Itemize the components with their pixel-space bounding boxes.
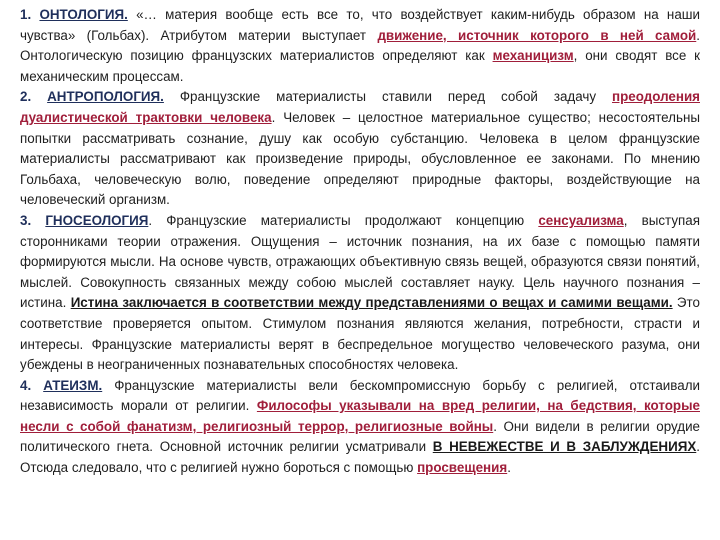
highlight-truth-definition: Истина заключается в соответствии между представлениями о вещах и самими вещами.: [70, 295, 673, 311]
highlight-mechanicism: механицизм: [492, 48, 574, 64]
paragraph-gnoseology: [20, 211, 700, 376]
item-number: 2.: [20, 89, 32, 105]
heading-gnoseology: ГНОСЕОЛОГИЯ: [45, 212, 149, 228]
highlight-sensualism: сенсуализма: [538, 212, 624, 228]
item-number: 3.: [20, 212, 32, 228]
paragraph-anthropology: [20, 87, 700, 211]
item-number: 4.: [20, 377, 32, 393]
highlight-enlightenment: просвещения: [417, 460, 508, 476]
highlight-dualism: преодоления дуалистической трактовки человека: [20, 89, 700, 125]
paragraph-ontology: [20, 5, 700, 87]
text-segment: . Французские материалисты продолжают концепцию: [148, 212, 539, 228]
text-segment: . Отсюда следовало, что с религией нужно бороться с помощью: [20, 439, 700, 476]
document-body: [20, 5, 700, 479]
text-segment: . Человек – целостное материальное существо; несостоятельны попытки рассматривать сознание, душу как особую субстанцию. Человека в целом французские материалисты рассматривают как произведение природы, обусловленное ее законами. По мнению Гольбаха, человеческую волю, поведение определяют природные факторы, воздействующие на человеческий организм.: [20, 109, 700, 208]
paragraph-atheism: [20, 376, 700, 479]
text-segment: Это соответствие проверяется опытом. Стимулом познания являются желания, потребности, страсти и интересы. Французские материалисты верят в беспредельное могущество человеческого разума, они убеждены в неограниченных познавательных способностях человека.: [20, 295, 700, 373]
text-segment: . Они видели в религии орудие политического гнета. Основной источник религии усматривали: [20, 418, 700, 455]
text-segment: .: [507, 460, 511, 476]
highlight-religion-harm: Философы указывали на вред религии, на бедствия, которые несли с собой фанатизм, религиозный террор, религиозные войны: [20, 398, 700, 434]
text-segment: . Онтологическую позицию французских материалистов определяют как: [20, 27, 700, 64]
heading-atheism: АТЕИЗМ.: [43, 377, 103, 393]
text-segment: Французские материалисты ставили перед собой задачу: [163, 89, 613, 105]
text-segment: , выступая сторонниками теории отражения. Ощущения – источник познания, на их базе с помощью памяти формируются мысли. На основе чувств, отражающих объективную связь вещей, образуются связи понятий, мыслей. Совокупность связанных между собою мыслей составляет науку. Цель научного познания – истина.: [20, 212, 700, 311]
highlight-movement: движение, источник которого в ней самой: [377, 27, 697, 43]
text-segment: , они сводят все к механическим процессам.: [20, 48, 701, 84]
heading-ontology: ОНТОЛОГИЯ.: [39, 7, 128, 22]
highlight-ignorance: В НЕВЕЖЕСТВЕ И В ЗАБЛУЖДЕНИЯХ: [432, 439, 697, 455]
heading-anthropology: АНТРОПОЛОГИЯ.: [47, 89, 164, 105]
text-segment: Французские материалисты вели бескомпромиссную борьбу с религией, отстаивали независимость морали от религии.: [20, 377, 700, 414]
text-segment: «… материя вообще есть все то, что воздействует каким-нибудь образом на наши чувства» (Гольбах). Атрибутом материи выступает: [20, 7, 700, 43]
item-number: 1.: [20, 7, 32, 22]
